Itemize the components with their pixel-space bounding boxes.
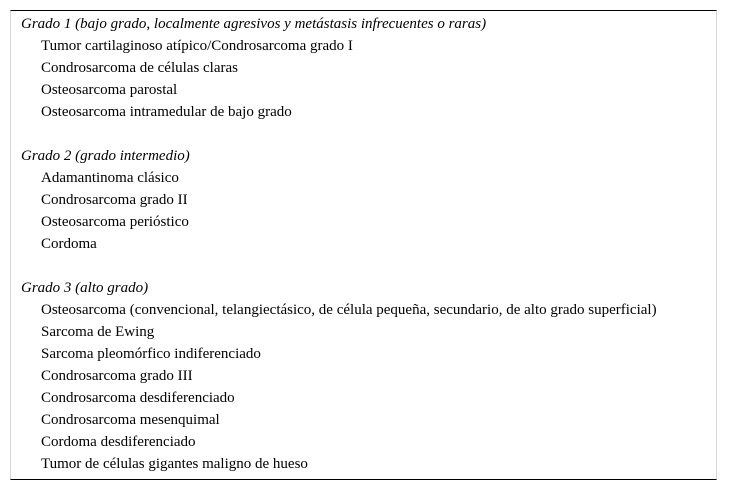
list-item: Osteosarcoma parostal	[41, 82, 178, 98]
table-content	[21, 13, 712, 475]
grade-2-group	[21, 145, 712, 255]
list-item: Osteosarcoma (convencional, telangiectásico, de célula pequeña, secundario, de alto grado superficial)	[41, 302, 657, 318]
grade-2-heading: Grado 2 (grado intermedio)	[21, 148, 190, 164]
grade-table	[10, 10, 717, 480]
list-item: Condrosarcoma de células claras	[41, 60, 238, 76]
list-item: Condrosarcoma desdiferenciado	[41, 390, 235, 406]
list-item: Cordoma desdiferenciado	[41, 434, 196, 450]
list-item: Tumor de células gigantes maligno de hueso	[41, 456, 308, 472]
grade-3-heading: Grado 3 (alto grado)	[21, 280, 149, 296]
grade-1-heading: Grado 1 (bajo grado, localmente agresivos y metástasis infrecuentes o raras)	[21, 16, 487, 32]
grade-1-group	[21, 13, 712, 123]
list-item: Condrosarcoma grado II	[41, 192, 188, 208]
list-item: Sarcoma de Ewing	[41, 324, 155, 340]
list-item: Sarcoma pleomórfico indiferenciado	[41, 346, 261, 362]
list-item: Osteosarcoma perióstico	[41, 214, 189, 230]
grade-3-group	[21, 277, 712, 475]
list-item: Condrosarcoma mesenquimal	[41, 412, 220, 428]
list-item: Osteosarcoma intramedular de bajo grado	[41, 104, 292, 120]
list-item: Tumor cartilaginoso atípico/Condrosarcoma grado I	[41, 38, 353, 54]
list-item: Condrosarcoma grado III	[41, 368, 193, 384]
list-item: Adamantinoma clásico	[41, 170, 179, 186]
list-item: Cordoma	[41, 236, 97, 252]
